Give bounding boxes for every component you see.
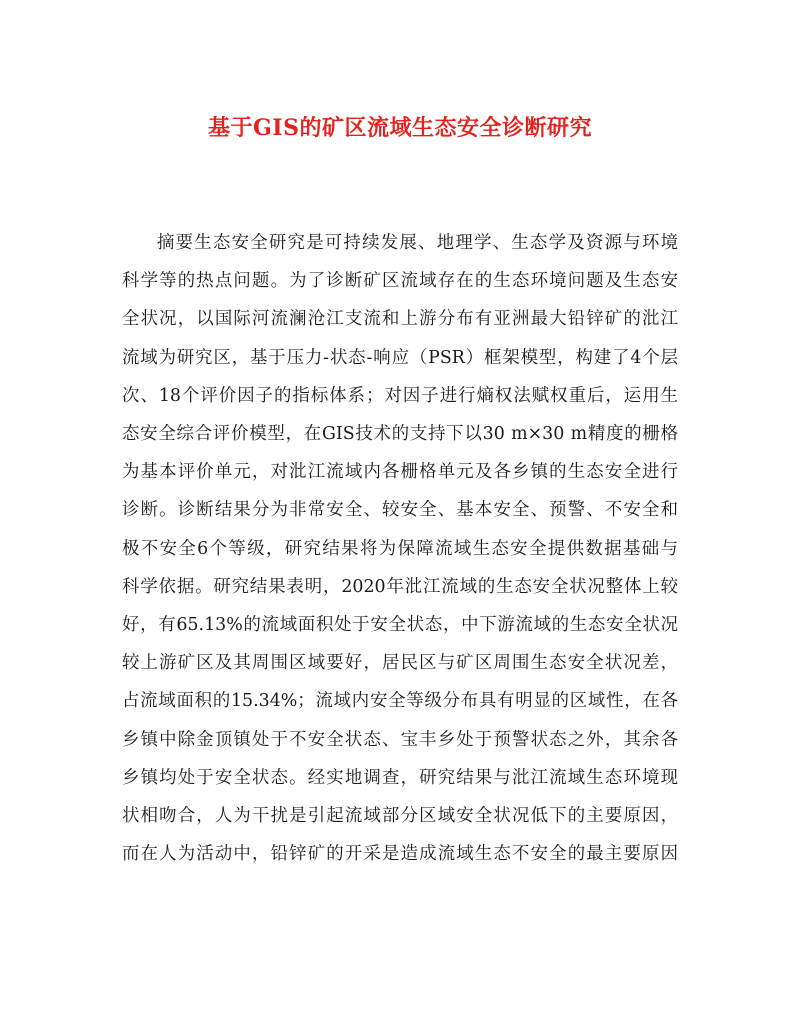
abstract-line: 乡镇中除金顶镇处于不安全状态、宝丰乡处于预警状态之外，其余各 [122, 729, 678, 750]
abstract-line: 为基本评价单元，对沘江流域内各栅格单元及各乡镇的生态安全进行 [122, 462, 678, 483]
abstract-line: 诊断。诊断结果分为非常安全、较安全、基本安全、预警、不安全和 [122, 500, 678, 521]
abstract-line: 科学等的热点问题。为了诊断矿区流域存在的生态环境问题及生态安 [122, 271, 678, 292]
abstract-line: 科学依据。研究结果表明，2020年沘江流域的生态安全状况整体上较 [122, 576, 678, 597]
abstract-paragraph [122, 224, 678, 873]
abstract-line: 较上游矿区及其周围区域要好，居民区与矿区周围生态安全状况差， [122, 653, 678, 674]
abstract-line: 全状况，以国际河流澜沧江支流和上游分布有亚洲最大铅锌矿的沘江 [122, 309, 678, 330]
abstract-line: 占流域面积的15.34%；流域内安全等级分布具有明显的区域性，在各 [122, 691, 678, 712]
abstract-line: 态安全综合评价模型，在GIS技术的支持下以30 m×30 m精度的栅格 [122, 424, 678, 445]
abstract-line: 状相吻合，人为干扰是引起流域部分区域安全状况低下的主要原因， [122, 806, 678, 827]
abstract-line: 摘要生态安全研究是可持续发展、地理学、生态学及资源与环境 [157, 233, 678, 253]
abstract-line: 乡镇均处于安全状态。经实地调查，研究结果与沘江流域生态环境现 [122, 767, 678, 788]
document-title: 基于GIS的矿区流域生态安全诊断研究 [208, 115, 592, 141]
abstract-line: 而在人为活动中，铅锌矿的开采是造成流域生态不安全的最主要原因 [122, 844, 678, 865]
abstract-line: 次、18个评价因子的指标体系；对因子进行熵权法赋权重后，运用生 [122, 385, 678, 406]
abstract-line: 好，有65.13%的流域面积处于安全状态，中下游流域的生态安全状况 [122, 615, 678, 636]
abstract-line: 流域为研究区，基于压力-状态-响应（PSR）框架模型，构建了4个层 [122, 347, 678, 368]
abstract-line: 极不安全6个等级，研究结果将为保障流域生态安全提供数据基础与 [122, 538, 678, 559]
